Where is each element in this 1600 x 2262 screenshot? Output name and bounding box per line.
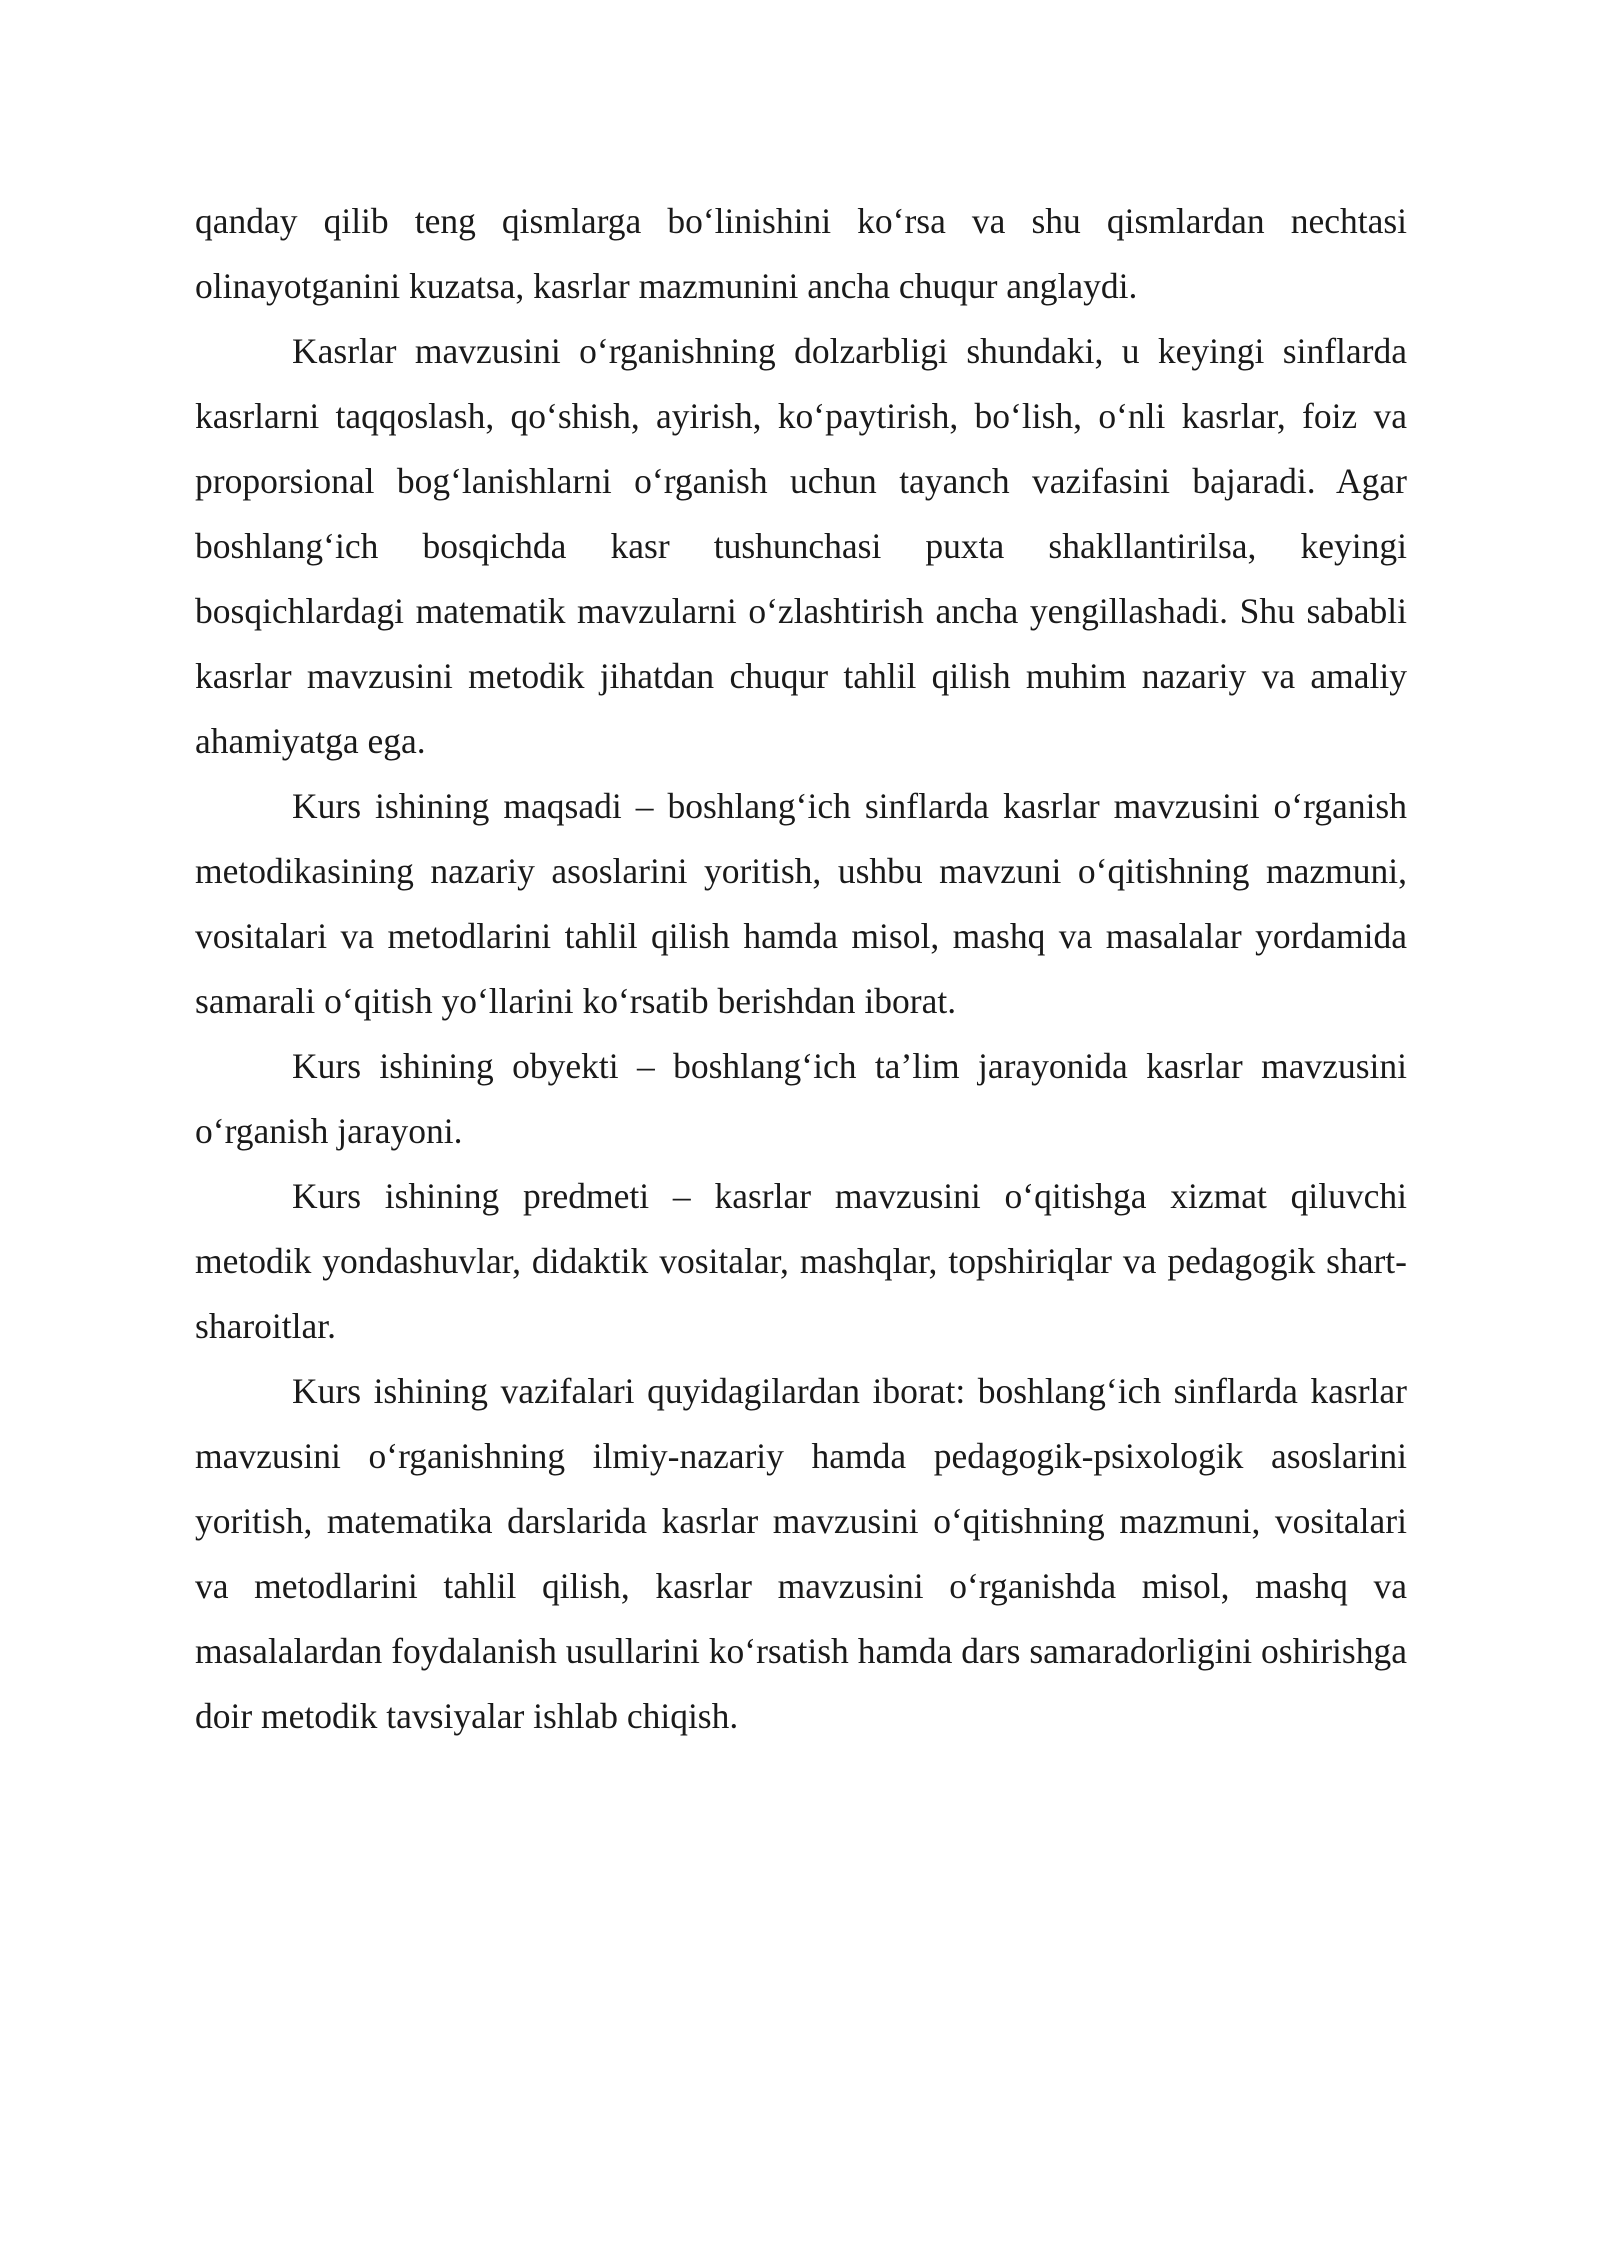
paragraph-continuation: qanday qilib teng qismlarga bo‘linishini ko‘rsa va shu qismlardan nechtasi olinayotganini kuzatsa, kasrlar mazmunini ancha chuqur anglaydi. [195,201,1407,306]
paragraph-tasks: Kurs ishining vazifalari quyidagilardan iborat: boshlang‘ich sinflarda kasrlar mavzusini o‘rganishning ilmiy-nazariy hamda pedagogik-psixologik asoslarini yoritish, matematika darslarida kasrlar mavzusini o‘qitishning mazmuni, vositalari va metodlarini tahlil qilish, kasrlar mavzusini o‘rganishda misol, mashq va masalalardan foydalanish usullarini ko‘rsatish hamda dars samaradorligini oshirishga doir metodik tavsiyalar ishlab chiqish. [195,1371,1407,1736]
paragraph-relevance: Kasrlar mavzusini o‘rganishning dolzarbligi shundaki, u keyingi sinflarda kasrlarni taqqoslash, qo‘shish, ayirish, ko‘paytirish, bo‘lish, o‘nli kasrlar, foiz va proporsional bog‘lanishlarni o‘rganish uchun tayanch vazifasini bajaradi. Agar boshlang‘ich bosqichda kasr tushunchasi puxta shakllantirilsa, keyingi bosqichlardagi matematik mavzularni o‘zlashtirish ancha yengillashadi. Shu sababli kasrlar mavzusini metodik jihatdan chuqur tahlil qilish muhim nazariy va amaliy ahamiyatga ega. [195,331,1407,761]
paragraph-goal: Kurs ishining maqsadi – boshlang‘ich sinflarda kasrlar mavzusini o‘rganish metodikasining nazariy asoslarini yoritish, ushbu mavzuni o‘qitishning mazmuni, vositalari va metodlarini tahlil qilish hamda misol, mashq va masalalar yordamida samarali o‘qitish yo‘llarini ko‘rsatib berishdan iborat. [195,786,1407,1021]
paragraph-object: Kurs ishining obyekti – boshlang‘ich ta’lim jarayonida kasrlar mavzusini o‘rganish jarayoni. [195,1046,1407,1151]
document-body [195,189,1407,1749]
paragraph-subject: Kurs ishining predmeti – kasrlar mavzusini o‘qitishga xizmat qiluvchi metodik yondashuvlar, didaktik vositalar, mashqlar, topshiriqlar va pedagogik shart-sharoitlar. [195,1176,1407,1346]
